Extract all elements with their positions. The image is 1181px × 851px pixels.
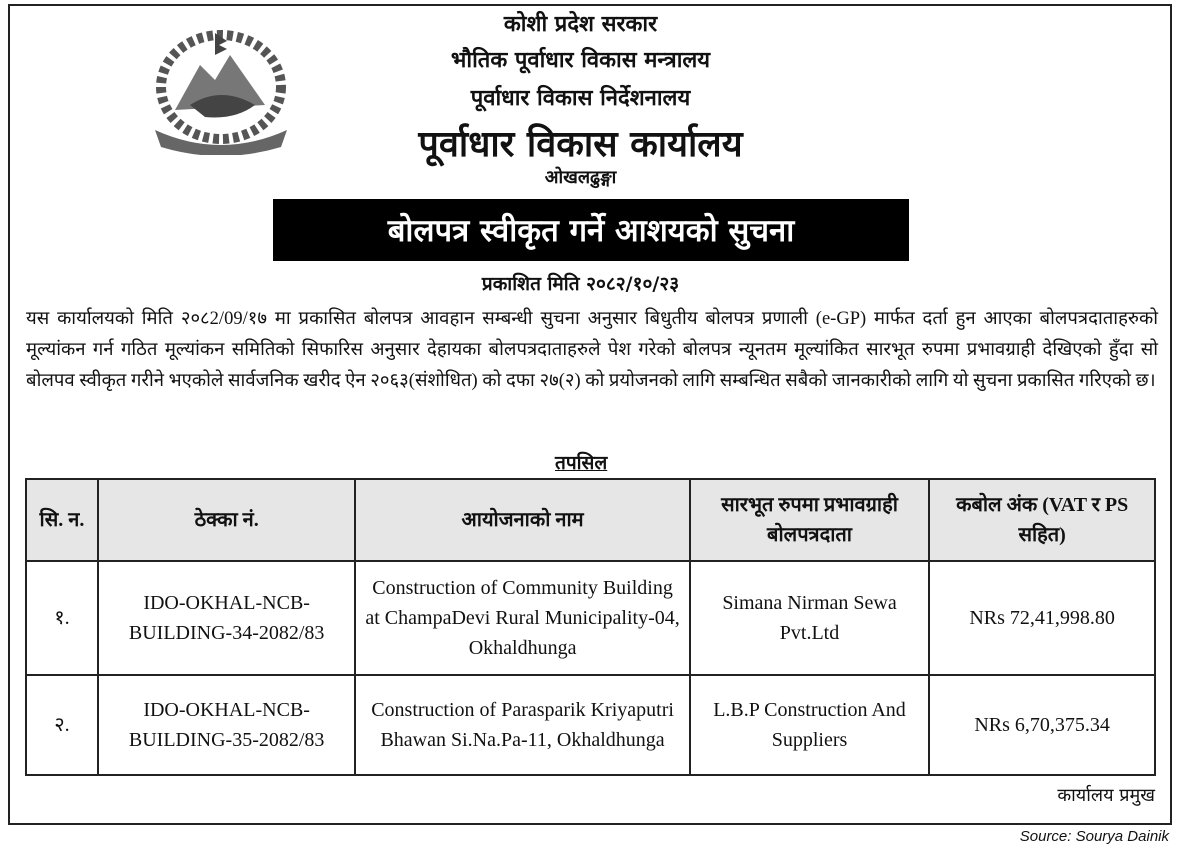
ministry-name: भौतिक पूर्वाधार विकास मन्त्रालय	[450, 47, 711, 73]
office-location: ओखलढुङ्गा	[544, 167, 617, 188]
published-date: प्रकाशित मिति २०८२/१०/२३	[481, 273, 680, 295]
col-header-project: आयोजनाको नाम	[355, 479, 689, 561]
source-credit: Source: Sourya Dainik	[1019, 828, 1169, 845]
province-government: कोशी प्रदेश सरकार	[503, 11, 658, 37]
cell-sn: २.	[26, 675, 98, 775]
cell-sn: १.	[26, 561, 98, 675]
directorate-name: पूर्वाधार विकास निर्देशनालय	[470, 85, 691, 111]
col-header-sn: सि. न.	[26, 479, 98, 561]
schedule-label: तपसिल	[555, 452, 608, 474]
signatory: कार्यालय प्रमुख	[1057, 785, 1155, 806]
col-header-amount: कबोल अंक (VAT र PS सहित)	[929, 479, 1155, 561]
table-row	[26, 561, 1155, 675]
notice-title: बोलपत्र स्वीकृत गर्ने आशयको सुचना	[273, 199, 909, 261]
cell-contract-no: IDO-OKHAL-NCB-BUILDING-34-2082/83	[98, 561, 356, 675]
bid-table	[25, 478, 1156, 776]
cell-bidder: Simana Nirman Sewa Pvt.Ltd	[690, 561, 930, 675]
office-name: पूर्वाधार विकास कार्यालय	[418, 123, 743, 165]
cell-contract-no: IDO-OKHAL-NCB-BUILDING-35-2082/83	[98, 675, 356, 775]
table-row	[26, 675, 1155, 775]
cell-amount: NRs 6,70,375.34	[929, 675, 1155, 775]
cell-project: Construction of Parasparik Kriyaputri Bhawan Si.Na.Pa-11, Okhaldhunga	[355, 675, 689, 775]
col-header-contract-no: ठेक्का नं.	[98, 479, 356, 561]
col-header-bidder: सारभूत रुपमा प्रभावग्राही बोलपत्रदाता	[690, 479, 930, 561]
notice-body: यस कार्यालयको मिति २०८2/09/१७ मा प्रकासित बोलपत्र आवहान सम्बन्धी सुचना अनुसार बिधुतीय बोलपत्र प्रणाली (e-GP) मार्फत दर्ता हुन आएका बोलपत्रदाताहरुको मूल्यांकन गर्न गठित मूल्यांकन समितिको सिफारिस अनुसार देहायका बोलपत्रदाताहरुले पेश गरेको बोलपत्र न्यूनतम मूल्यांकित सारभूत रुपमा प्रभावग्राही देखिएको हुँदा सो बोलपव स्वीकृत गरीने भएकोले सार्वजनिक खरीद ऐन २०६३(संशोधित) को दफा २७(२) को प्रयोजनको लागि सम्बन्धित सबैको जानकारीको लागि यो सुचना प्रकासित गरिएको छ।	[26, 309, 1158, 391]
cell-project: Construction of Community Building at ChampaDevi Rural Municipality-04, Okhaldhunga	[355, 561, 689, 675]
cell-bidder: L.B.P Construction And Suppliers	[690, 675, 930, 775]
cell-amount: NRs 72,41,998.80	[929, 561, 1155, 675]
